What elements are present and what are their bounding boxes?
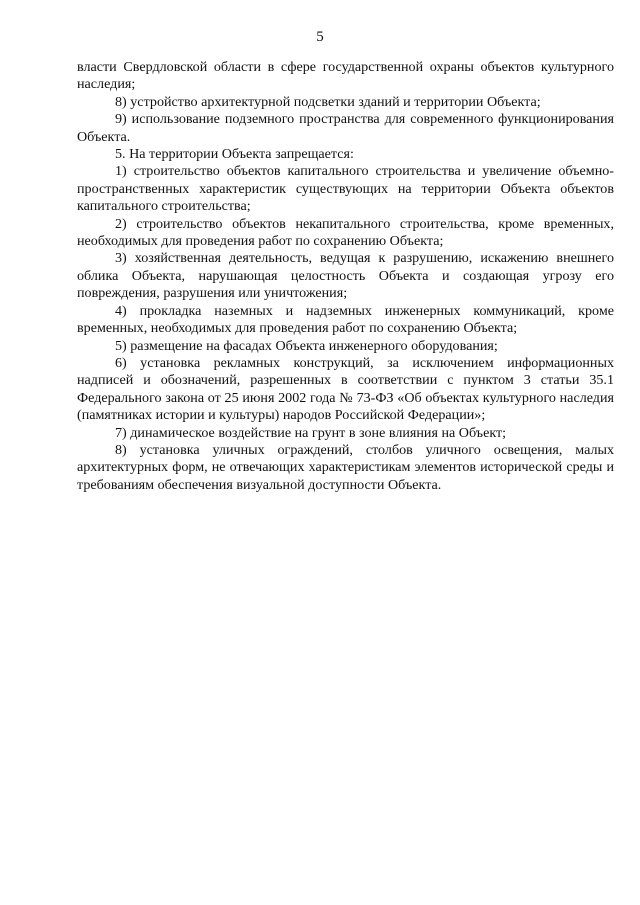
paragraph-prohibition-6: 6) установка рекламных конструкций, за исключением информационных надписей и обозначений, разрешенных в соответствии с пунктом 3 статьи 35.1 Федерального закона от 25 июня 2002 года № 73-ФЗ «Об объектах культурного наследия (памятниках истории и культуры) народов Российской Федерации»; — [77, 354, 614, 424]
paragraph-continuation: власти Свердловской области в сфере государственной охраны объектов культурного наследия; — [77, 59, 614, 93]
paragraph-prohibition-5: 5) размещение на фасадах Объекта инженерного оборудования; — [115, 337, 498, 354]
paragraph-item-9-underground: 9) использование подземного пространства для современного функционирования Объекта. — [77, 111, 614, 145]
document-body — [77, 59, 614, 494]
paragraph-prohibition-7: 7) динамическое воздействие на грунт в зоне влияния на Объект; — [115, 424, 507, 441]
paragraph-prohibition-4: 4) прокладка наземных и надземных инженерных коммуникаций, кроме временных, необходимых для проведения работ по сохранению Объекта; — [77, 302, 614, 337]
paragraph-section-5-heading: 5. На территории Объекта запрещается: — [115, 146, 354, 163]
paragraph-prohibition-1: 1) строительство объектов капитального строительства и увеличение объемно-пространственных характеристик существующих на территории Объекта объектов капитального строительства; — [77, 163, 614, 215]
paragraph-prohibition-2: 2) строительство объектов некапитального строительства, кроме временных, необходимых для проведения работ по сохранению Объекта; — [77, 215, 614, 250]
paragraph-prohibition-3: 3) хозяйственная деятельность, ведущая к разрушению, искажению внешнего облика Объекта, нарушающая целостность Объекта и создающая угрозу его повреждения, разрушения или уничтожения; — [77, 250, 614, 302]
paragraph-item-8-lighting: 8) устройство архитектурной подсветки зданий и территории Объекта; — [115, 93, 541, 110]
paragraph-prohibition-8: 8) установка уличных ограждений, столбов уличного освещения, малых архитектурных форм, не отвечающих характеристикам элементов исторической среды и требованиям обеспечения визуальной доступности Объекта. — [77, 441, 614, 493]
page-number: 5 — [316, 29, 324, 45]
